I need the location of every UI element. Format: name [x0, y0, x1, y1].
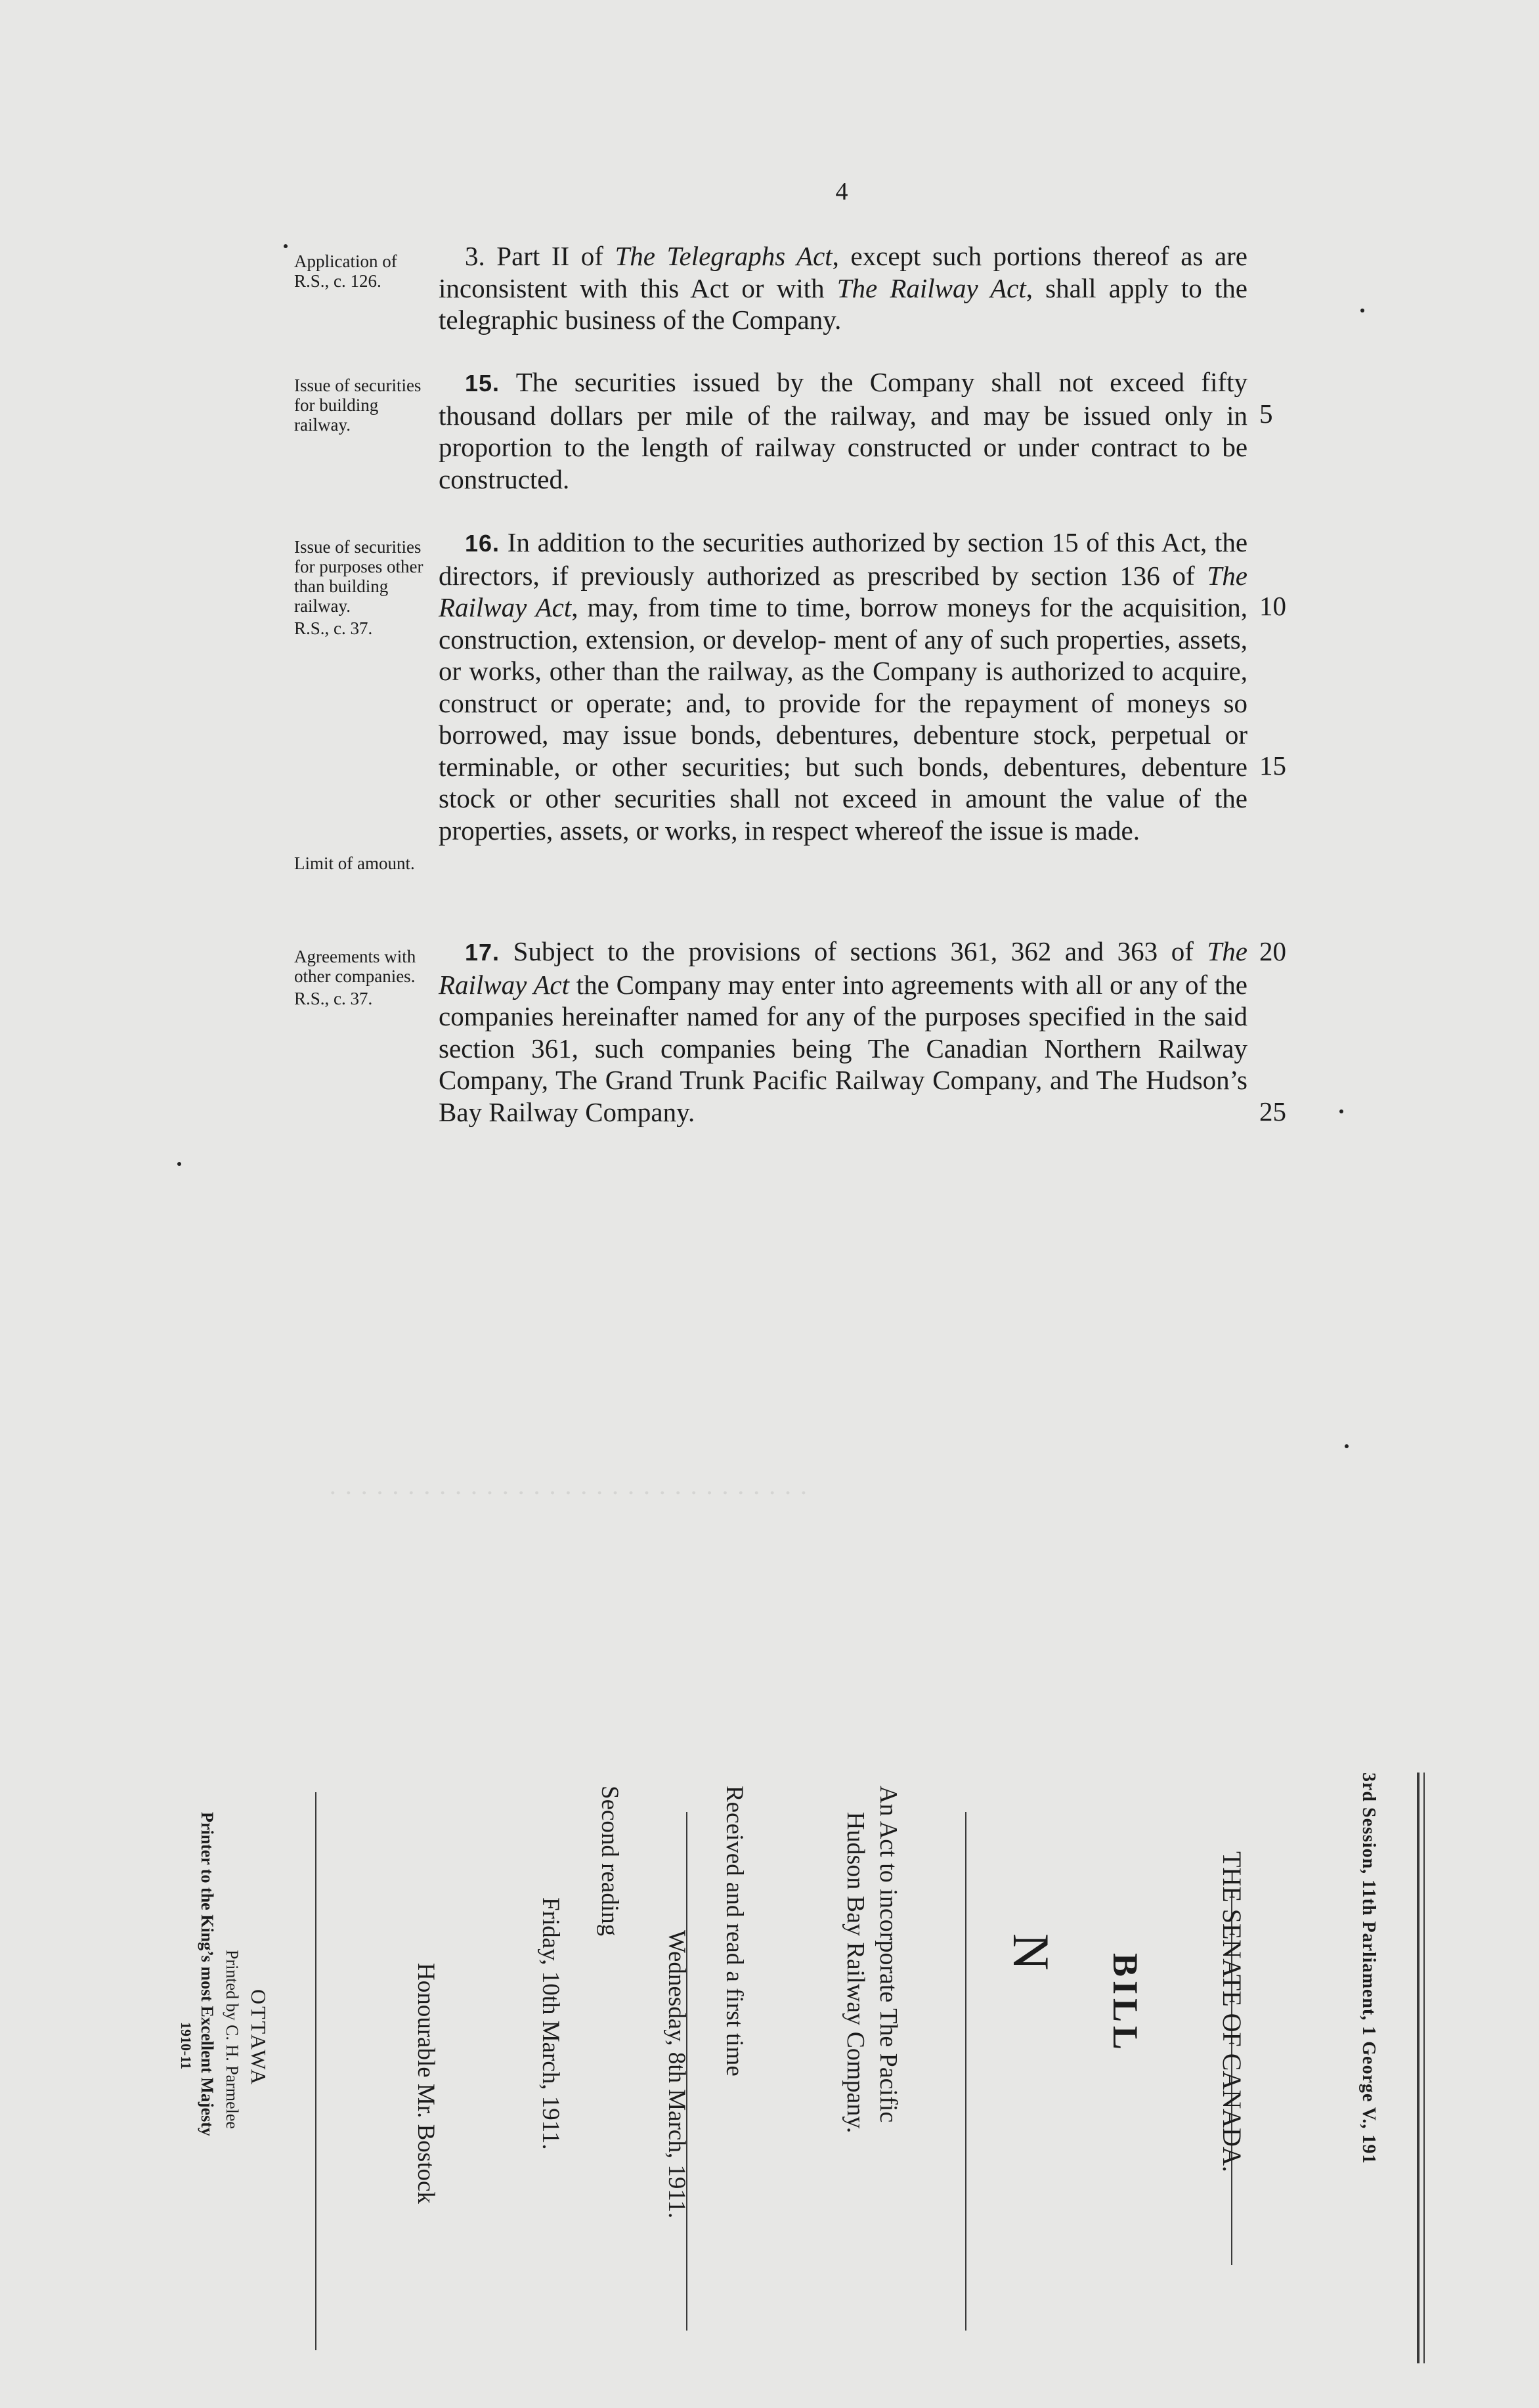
marginal-note-agreements: Agreements with other companies. R.S., c. 37.	[294, 947, 425, 1008]
marginal-ref: R.S., c. 37.	[294, 618, 373, 638]
section-16-text: 16. In addition to the securities authorized by section 15 of this Act, the directors, if previously authorized as prescribed by section 136 of The Railway Act, may, from time to time, borrow moneys for the acquisition, construction, extension, or develop- ment of any of such properties, assets, or works, other than the railway, as the Company is authorized to acquire, construct or operate; and, to provide for the repayment of moneys so borrowed, may issue bonds, debentures, debenture stock, perpetual or terminable, or other securities; but such bonds, debentures, debenture stock or other securities shall not exceed in amount the value of the properties, assets, or works, in respect whereof the issue is made.	[439, 527, 1248, 846]
marginal-note-issue-securities-building: Issue of securities for building railway.	[294, 376, 422, 435]
section-3-number: 3.	[465, 241, 485, 271]
speck	[1345, 1444, 1349, 1448]
line-number: 25	[1259, 1096, 1286, 1127]
section-15-text: 15. The securities issued by the Company shall not exceed fifty thousand dollars per mile of the railway, and may be issued only in proportion to the length of railway constructed or under contract to be constructed.	[439, 367, 1248, 494]
line-number: 10	[1259, 591, 1286, 621]
first-reading-label: Received and read a first time	[721, 1786, 748, 2076]
marginal-ref: R.S., c. 37.	[294, 989, 373, 1008]
marginal-note-limit-amount: Limit of amount.	[294, 853, 415, 873]
printer-line-3: 1910-11	[178, 2022, 194, 2070]
speck	[177, 1162, 181, 1166]
first-reading-date: Wednesday, 8th March, 1911.	[663, 1930, 690, 2219]
bleed-through: · · · · · · · · · · · · · · · · · · · · · · · · · · · · · · ·	[328, 1478, 808, 1508]
session-line: 3rd Session, 11th Parliament, 1 George V., 191	[1358, 1773, 1379, 2164]
section-16-number: 16.	[465, 530, 500, 557]
rule-line	[965, 1812, 966, 2331]
speck	[1360, 309, 1364, 312]
rule-line	[1417, 1773, 1420, 2363]
marginal-note-issue-securities-other: Issue of securities for purposes other than building railway. R.S., c. 37.	[294, 537, 425, 638]
rule-line	[1423, 1773, 1425, 2363]
sponsor: Honourable Mr. Bostock	[412, 1963, 439, 2204]
line-number: 5	[1259, 398, 1273, 429]
act-title-line-2: Hudson Bay Railway Company.	[842, 1812, 869, 2134]
rule-line	[315, 1792, 316, 2350]
second-reading-date: Friday, 10th March, 1911.	[537, 1897, 564, 2150]
bill-cover	[178, 1773, 1431, 2363]
senate-heading: THE SENATE OF CANADA.	[1217, 1851, 1247, 2172]
speck	[284, 244, 288, 248]
line-number: 15	[1259, 750, 1286, 781]
bill-heading: BILL	[1106, 1953, 1145, 2054]
bill-number: N	[1003, 1933, 1060, 1971]
section-17-number: 17.	[465, 939, 500, 966]
page-number: 4	[835, 178, 848, 205]
printer-line-1: Printed by C. H. Parmelee	[223, 1950, 242, 2129]
printer-line-2: Printer to the King’s most Excellent Majesty	[198, 1812, 217, 2136]
marginal-note-application: Application of R.S., c. 126.	[294, 251, 397, 291]
section-3-text: 3. Part II of The Telegraphs Act, except such portions thereof as are inconsistent with this Act or with The Railway Act, shall apply to the telegraphic business of the Company.	[439, 241, 1248, 335]
section-15-number: 15.	[465, 370, 500, 397]
second-reading-label: Second reading	[596, 1786, 623, 1937]
speck	[1339, 1109, 1343, 1113]
line-number: 20	[1259, 936, 1286, 966]
act-title-line-1: An Act to incorporate The Pacific	[875, 1786, 902, 2123]
section-17-text: 17. Subject to the provisions of sections 361, 362 and 363 of The Railway Act the Company may enter into agreements with all or any of the companies hereinafter named for any of the purposes specified in the said section 361, such companies being The Canadian Northern Railway Company, The Grand Trunk Pacific Railway Company, and The Hudson’s Bay Railway Company.	[439, 936, 1248, 1127]
city: OTTAWA	[247, 1989, 271, 2086]
